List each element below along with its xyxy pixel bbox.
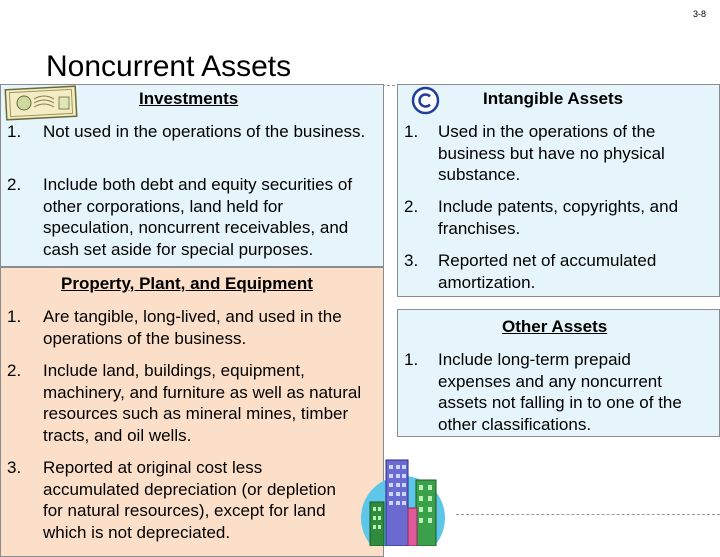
item-text: Include long-term prepaid expenses and any noncurrent assets not falling in to one of the other classifications.: [438, 350, 682, 434]
item-text: Used in the operations of the business but have no physical substance.: [438, 122, 665, 184]
page-number: 3-8: [692, 9, 706, 19]
item-number: 2.: [7, 175, 22, 194]
page-title: Noncurrent Assets: [46, 50, 292, 83]
item-text: Are tangible, long-lived, and used in the operations of the business.: [43, 307, 342, 348]
other-assets-heading: Other Assets: [502, 317, 608, 336]
intangible-heading: Intangible Assets: [483, 89, 624, 108]
copyright-icon: [411, 86, 440, 115]
item-number: 2.: [404, 197, 419, 216]
item-text: Reported at original cost less accumulated depreciation (or depletion for natural resources), except for land which is not depreciated.: [43, 458, 336, 542]
investments-heading: Investments: [139, 89, 239, 108]
city-buildings-icon: [358, 456, 448, 546]
item-number: 1.: [404, 122, 419, 141]
ppe-heading: Property, Plant, and Equipment: [61, 274, 313, 293]
item-number: 1.: [7, 122, 22, 141]
bottom-divider: [456, 514, 720, 515]
item-number: 3.: [404, 251, 419, 270]
item-text: Include patents, copyrights, and franchises.: [438, 197, 679, 238]
money-certificate-icon: [4, 85, 78, 121]
item-number: 1.: [404, 350, 419, 369]
item-text: Include land, buildings, equipment, machinery, and furniture as well as natural resources such as mineral mines, timber tracts, and oil wells.: [43, 361, 362, 445]
item-number: 3.: [7, 458, 22, 477]
item-text: Reported net of accumulated amortization.: [438, 251, 657, 292]
item-text: Not used in the operations of the business.: [43, 122, 366, 141]
item-number: 1.: [7, 307, 22, 326]
item-text: Include both debt and equity securities of other corporations, land held for speculation, noncurrent receivables, and cash set aside for special purposes.: [43, 175, 353, 259]
item-number: 2.: [7, 361, 22, 380]
